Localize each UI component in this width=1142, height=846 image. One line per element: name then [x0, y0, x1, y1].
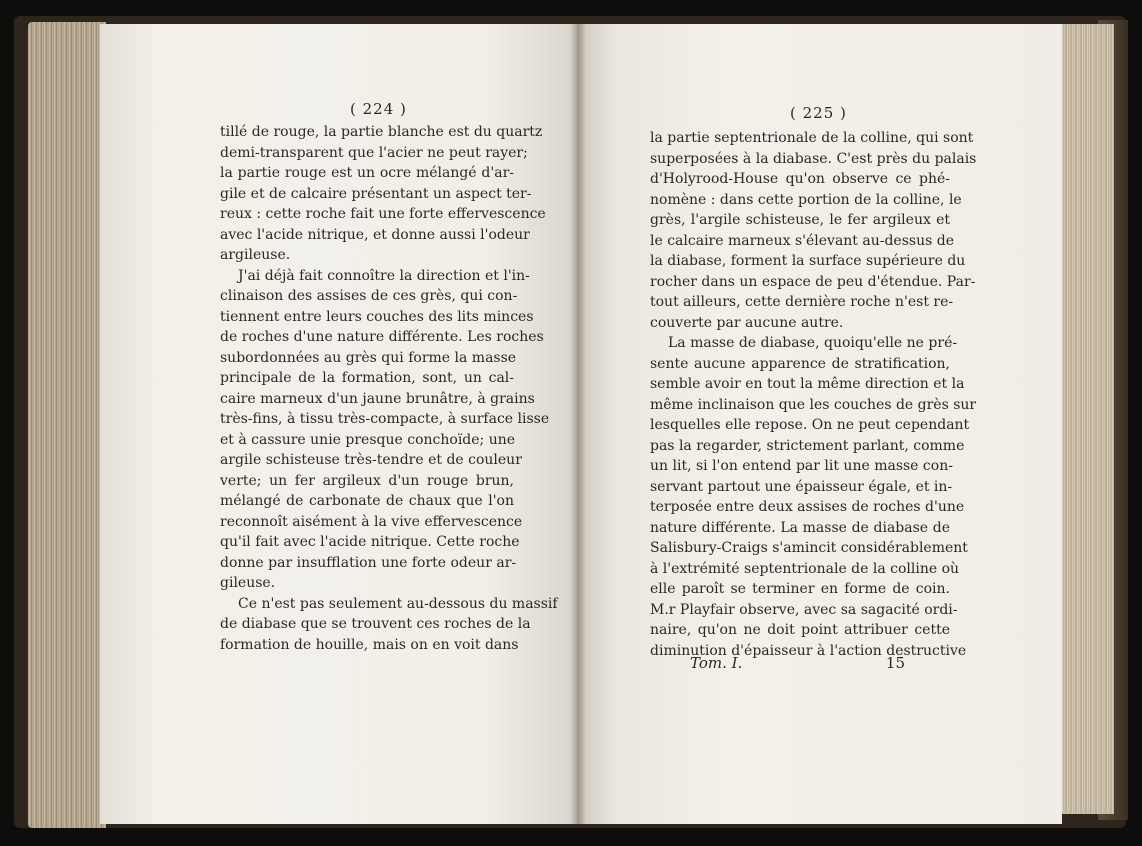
- right-page-line: superposées à la diabase. C'est près du palais: [650, 150, 977, 167]
- right-page-line: grès, l'argile schisteuse, le fer argileux et: [650, 212, 950, 228]
- right-page-line: la diabase, forment la surface supérieure du: [650, 253, 966, 269]
- right-page-line: nomène : dans cette portion de la colline, le: [650, 191, 962, 208]
- right-page-line: d'Holyrood-House qu'on observe ce phé-: [650, 171, 950, 187]
- right-page-line: Salisbury-Craigs s'amincit considérablement: [650, 540, 968, 556]
- left-page-line: très-fins, à tissu très-compacte, à surface lisse: [220, 411, 550, 427]
- left-page-line: verte; un fer argileux d'un rouge brun,: [220, 472, 514, 489]
- left-page-line: principale de la formation, sont, un cal-: [220, 370, 514, 386]
- right-page-line: La masse de diabase, quoiqu'elle ne pré-: [668, 335, 958, 351]
- right-page-line: semble avoir en tout la même direction et la: [650, 376, 965, 392]
- right-page-line: terposée entre deux assises de roches d'une: [650, 499, 965, 515]
- right-page-line: diminution d'épaisseur à l'action destructive: [650, 642, 967, 659]
- left-page-line: tillé de rouge, la partie blanche est du quartz: [220, 124, 543, 140]
- left-page-line: gileuse.: [220, 575, 276, 591]
- right-page-line: un lit, si l'on entend par lit une masse con-: [650, 458, 953, 474]
- left-page-line: subordonnées au grès qui forme la masse: [220, 349, 517, 366]
- right-page-text: [650, 128, 977, 661]
- left-page-line: tiennent entre leurs couches des lits minces: [220, 308, 534, 325]
- left-page-line: J'ai déjà fait connoître la direction et l'in-: [238, 267, 530, 284]
- left-page-stack-edge: [28, 22, 106, 828]
- left-page-line: qu'il fait avec l'acide nitrique. Cette roche: [220, 534, 520, 550]
- right-page-line: à l'extrémité septentrionale de la colline où: [650, 560, 960, 577]
- left-page-line: argileuse.: [220, 247, 291, 263]
- signature-tome: Tom. I.: [690, 654, 743, 672]
- left-page-line: avec l'acide nitrique, et donne aussi l'odeur: [220, 226, 530, 243]
- right-page-line: sente aucune apparence de stratification,: [650, 355, 950, 372]
- right-page-line: servant partout une épaisseur égale, et in-: [650, 478, 953, 495]
- left-page-line: la partie rouge est un ocre mélangé d'ar-: [220, 165, 514, 181]
- right-page-line: rocher dans un espace de peu d'étendue. Par-: [650, 273, 976, 290]
- left-page-text: [220, 122, 558, 655]
- left-page-line: et à cassure unie presque conchoïde; une: [220, 431, 516, 448]
- left-page-line: demi-transparent que l'acier ne peut rayer;: [220, 144, 528, 161]
- right-page-line: tout ailleurs, cette dernière roche n'est re-: [650, 294, 954, 310]
- right-page-line: naire, qu'on ne doit point attribuer cette: [650, 622, 950, 638]
- right-page-line: pas la regarder, strictement parlant, comme: [650, 437, 965, 454]
- left-page-line: reux : cette roche fait une forte effervescence: [220, 206, 546, 222]
- left-page-number: ( 224 ): [350, 100, 407, 118]
- left-page-line: de roches d'une nature différente. Les roches: [220, 329, 544, 345]
- right-page-line: lesquelles elle repose. On ne peut cependant: [650, 417, 970, 433]
- signature-mark: [690, 654, 905, 672]
- right-page-line: M.r Playfair observe, avec sa sagacité ordi-: [650, 601, 958, 618]
- right-page-line: elle paroît se terminer en forme de coin.: [650, 581, 950, 597]
- left-page-line: gile et de calcaire présentant un aspect ter-: [220, 185, 532, 202]
- right-page-line: la partie septentrionale de la colline, qui sont: [650, 130, 974, 146]
- left-page-line: mélangé de carbonate de chaux que l'on: [220, 493, 514, 509]
- right-page-number: ( 225 ): [790, 104, 847, 122]
- left-page-line: donne par insufflation une forte odeur ar-: [220, 554, 517, 571]
- left-page-line: reconnoît aisément à la vive effervescence: [220, 513, 523, 530]
- right-page-line: même inclinaison que les couches de grès sur: [650, 396, 977, 413]
- right-page-line: nature différente. La masse de diabase de: [650, 519, 950, 536]
- right-page-line: le calcaire marneux s'élevant au-dessus de: [650, 232, 954, 249]
- book-gutter: [570, 24, 586, 824]
- left-page-line: clinaison des assises de ces grès, qui con-: [220, 288, 518, 304]
- signature-number: 15: [885, 654, 905, 672]
- left-page-line: argile schisteuse très-tendre et de couleur: [220, 452, 522, 468]
- left-page-line: caire marneux d'un jaune brunâtre, à grains: [220, 390, 535, 407]
- left-page-line: Ce n'est pas seulement au-dessous du massif: [238, 595, 558, 612]
- left-page-line: formation de houille, mais on en voit dans: [220, 636, 519, 653]
- right-page-line: couverte par aucune autre.: [650, 314, 844, 331]
- left-page-line: de diabase que se trouvent ces roches de la: [220, 616, 531, 632]
